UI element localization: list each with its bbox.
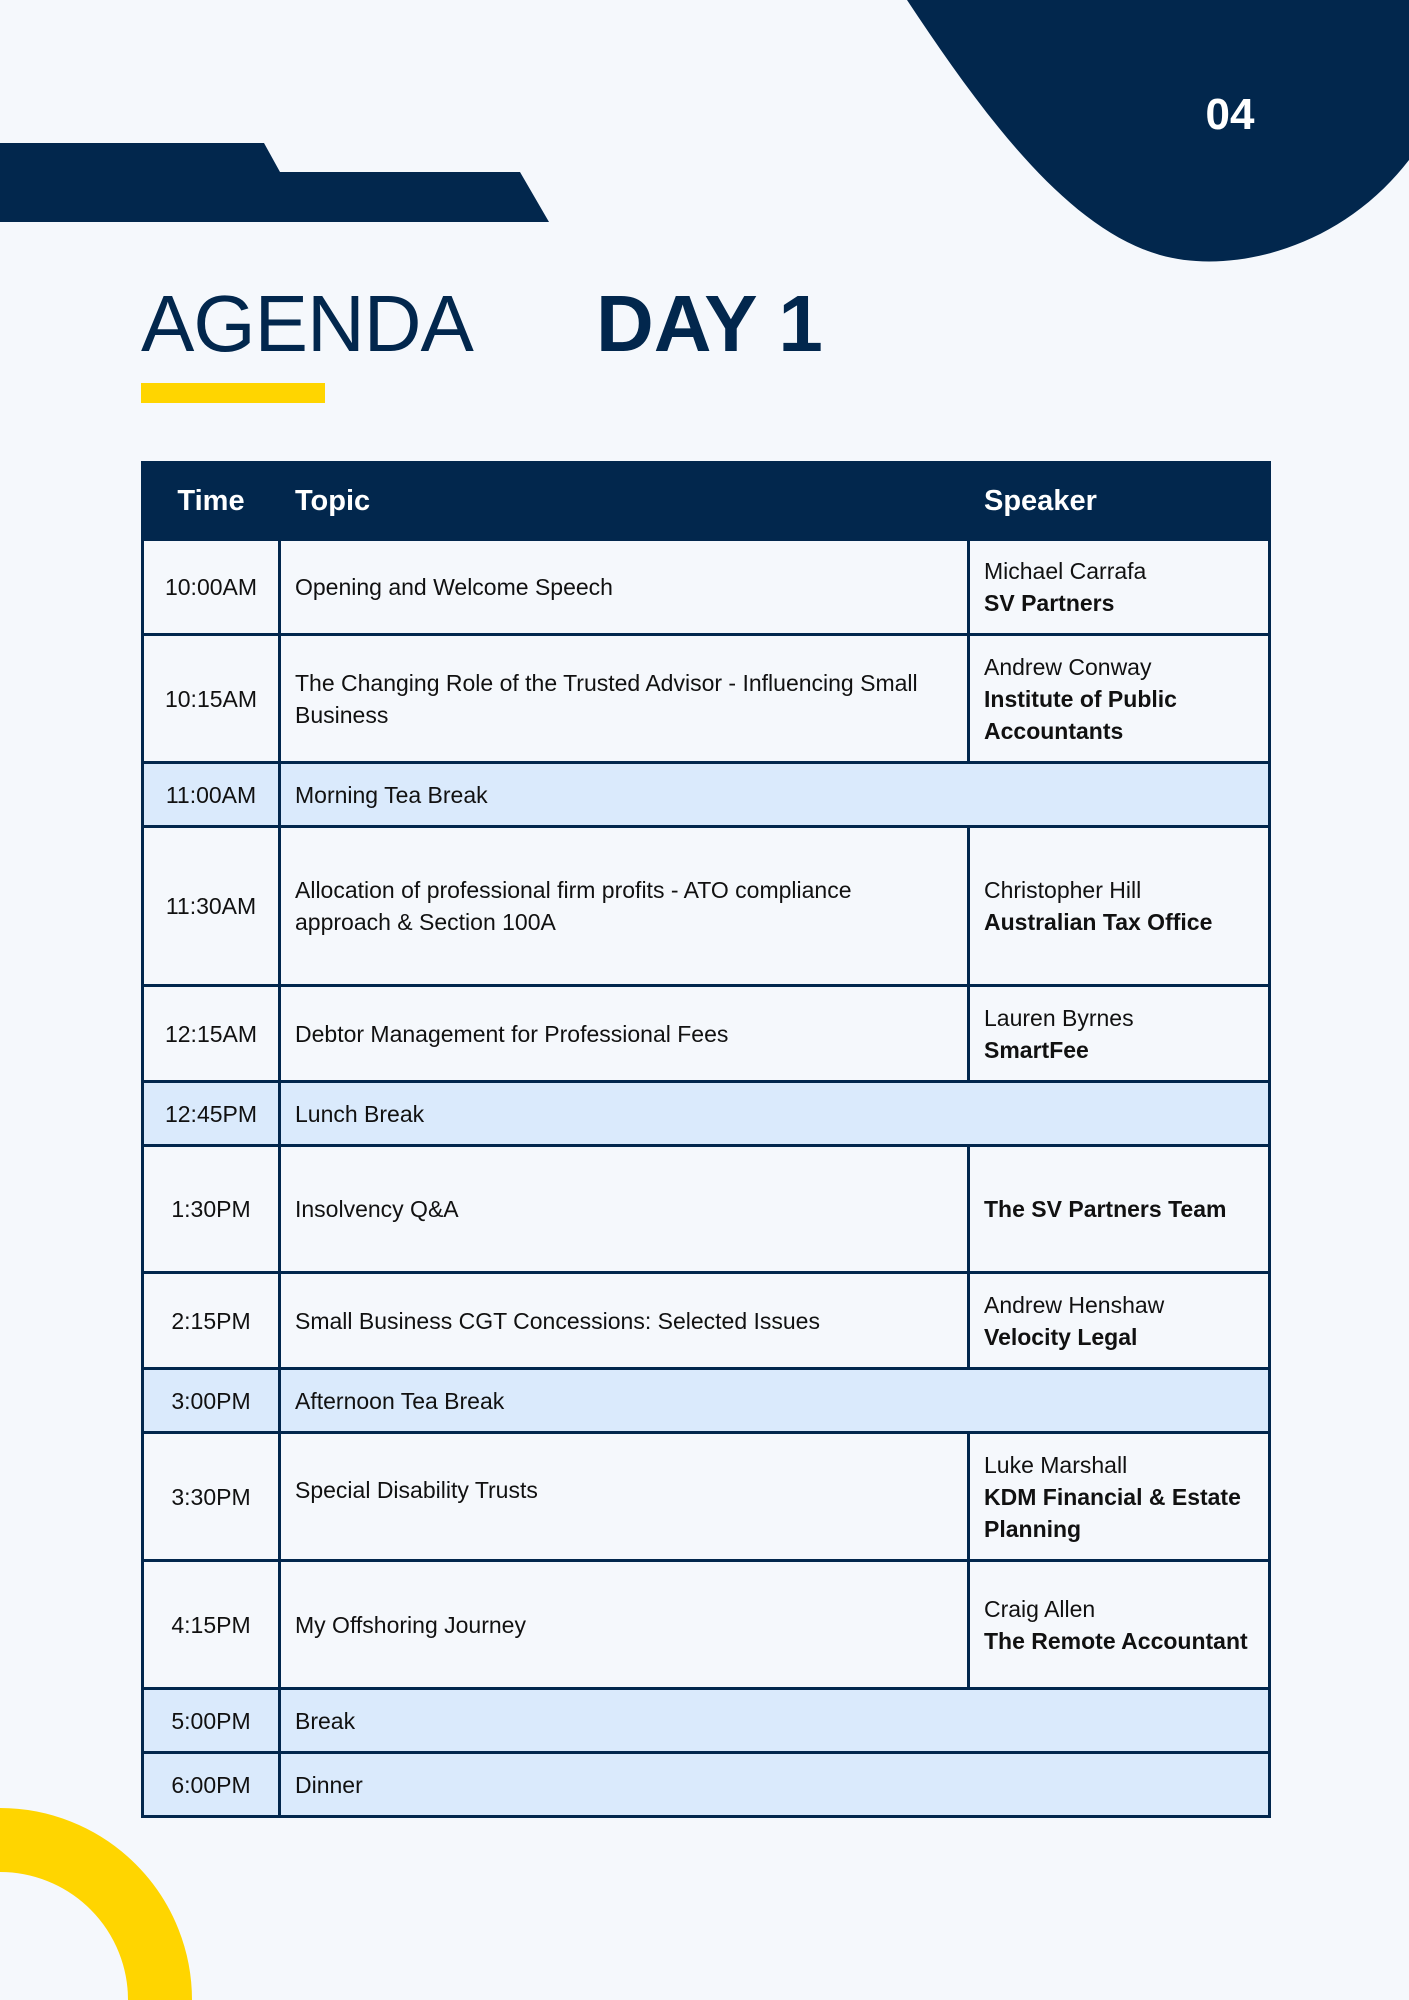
table-header-row (143, 463, 1270, 540)
top-left-navy-bar (0, 143, 549, 222)
row-time: 11:30AM (143, 827, 280, 986)
speaker-organization: The Remote Accountant (984, 1627, 1248, 1654)
speaker-organization: The SV Partners Team (984, 1196, 1227, 1222)
table-row (143, 1433, 1270, 1561)
page-number: 04 (1205, 90, 1255, 139)
table-row (143, 827, 1270, 986)
row-speaker (969, 1561, 1270, 1689)
table-row (143, 635, 1270, 763)
row-speaker (969, 540, 1270, 635)
speaker-name: Lauren Byrnes (984, 1004, 1134, 1031)
row-topic: Small Business CGT Concessions: Selected Issues (280, 1273, 969, 1369)
speaker-organization: SV Partners (984, 590, 1115, 616)
speaker-organization: KDM Financial & Estate Planning (984, 1483, 1241, 1542)
row-time: 3:00PM (143, 1369, 280, 1433)
speaker-name: Andrew Henshaw (984, 1291, 1165, 1318)
speaker-organization: SmartFee (984, 1036, 1089, 1063)
row-topic: Special Disability Trusts (280, 1433, 969, 1561)
row-time: 10:00AM (143, 540, 280, 635)
row-topic: Dinner (280, 1753, 1270, 1817)
row-time: 11:00AM (143, 763, 280, 827)
speaker-name: Christopher Hill (984, 877, 1142, 903)
row-time: 12:15AM (143, 986, 280, 1082)
row-time: 1:30PM (143, 1146, 280, 1273)
title-underline (141, 383, 325, 403)
speaker-organization: Institute of Public Accountants (984, 685, 1177, 744)
row-speaker (969, 1146, 1270, 1273)
agenda-table (141, 461, 1271, 1818)
table-row (143, 1146, 1270, 1273)
table-row (143, 540, 1270, 635)
speaker-name: Craig Allen (984, 1595, 1096, 1622)
day-title: DAY 1 (596, 279, 823, 368)
row-time: 12:45PM (143, 1082, 280, 1146)
row-speaker (969, 1273, 1270, 1369)
column-header-speaker: Speaker (969, 463, 1270, 540)
row-topic: Allocation of professional firm profits - ATO compliance approach & Section 100A (280, 827, 969, 986)
row-topic: Break (280, 1689, 1270, 1753)
table-row-break (143, 1689, 1270, 1753)
table-row (143, 986, 1270, 1082)
row-topic: Insolvency Q&A (280, 1146, 969, 1273)
row-speaker (969, 827, 1270, 986)
row-topic: Afternoon Tea Break (280, 1369, 1270, 1433)
row-time: 3:30PM (143, 1433, 280, 1561)
row-topic: The Changing Role of the Trusted Advisor - Influencing Small Business (280, 635, 969, 763)
column-header-topic: Topic (280, 463, 969, 540)
row-speaker (969, 635, 1270, 763)
row-topic: Lunch Break (280, 1082, 1270, 1146)
row-speaker (969, 986, 1270, 1082)
table-row (143, 1273, 1270, 1369)
row-time: 5:00PM (143, 1689, 280, 1753)
row-time: 2:15PM (143, 1273, 280, 1369)
speaker-name: Luke Marshall (984, 1451, 1128, 1478)
speaker-organization: Velocity Legal (984, 1323, 1138, 1350)
speaker-organization: Australian Tax Office (984, 909, 1213, 935)
table-row-break (143, 1082, 1270, 1146)
table-row-break (143, 1753, 1270, 1817)
row-time: 4:15PM (143, 1561, 280, 1689)
row-topic: Morning Tea Break (280, 763, 1270, 827)
table-row-break (143, 763, 1270, 827)
row-topic: Debtor Management for Professional Fees (280, 986, 969, 1082)
speaker-name: Andrew Conway (984, 653, 1152, 680)
row-time: 6:00PM (143, 1753, 280, 1817)
table-row-break (143, 1369, 1270, 1433)
row-time: 10:15AM (143, 635, 280, 763)
column-header-time: Time (143, 463, 280, 540)
row-topic: My Offshoring Journey (280, 1561, 969, 1689)
table-row (143, 1561, 1270, 1689)
speaker-name: Michael Carrafa (984, 558, 1147, 584)
bottom-left-yellow-ring (0, 1840, 160, 2000)
row-speaker (969, 1433, 1270, 1561)
row-topic: Opening and Welcome Speech (280, 540, 969, 635)
agenda-title: AGENDA (141, 279, 473, 368)
